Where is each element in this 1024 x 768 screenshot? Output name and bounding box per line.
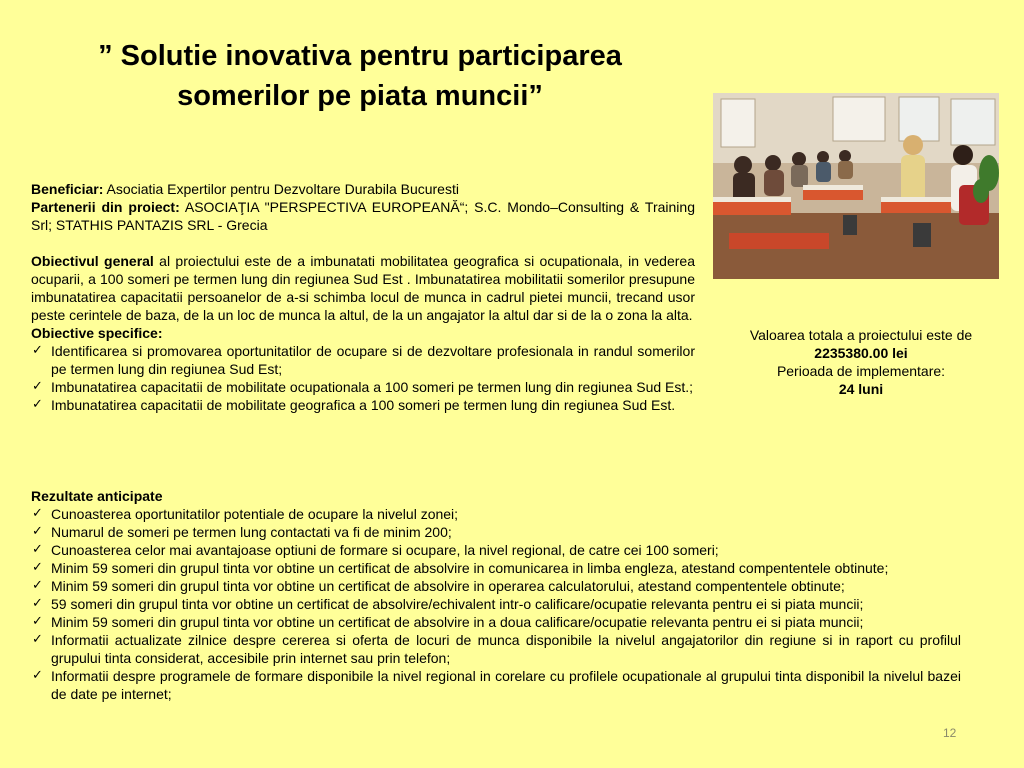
list-item: ✓ Numarul de someri pe termen lung contactati va fi de minim 200; bbox=[31, 523, 961, 541]
project-description bbox=[31, 180, 695, 414]
list-item: ✓ Minim 59 someri din grupul tinta vor obtine un certificat de absolvire in operarea calculatorului, atestand compententele obtinute; bbox=[31, 577, 961, 595]
title-line-1: ” Solutie inovativa pentru participarea bbox=[98, 40, 622, 72]
partners-label: Partenerii din proiect: bbox=[31, 199, 180, 215]
beneficiary-label: Beneficiar: bbox=[31, 181, 104, 197]
general-objective bbox=[31, 252, 695, 324]
results-heading: Rezultate anticipate bbox=[31, 488, 163, 504]
list-item: ✓ Cunoasterea oportunitatilor potentiale de ocupare la nivelul zonei; bbox=[31, 505, 961, 523]
period-label: Perioada de implementare: bbox=[776, 363, 946, 379]
page-number: 12 bbox=[943, 726, 957, 740]
value-amount: 2235380.00 lei bbox=[814, 345, 908, 361]
title-line-2: somerilor pe piata muncii” bbox=[177, 80, 543, 112]
spacer bbox=[31, 234, 695, 252]
list-item: ✓ Informatii actualizate zilnice despre cererea si oferta de locuri de munca disponibile la nivelul angajatorilor din regiune si in raport cu profilul grupului tinta considerat, accesibile prin internet sau prin telefon; bbox=[31, 631, 961, 667]
general-objective-label: Obiectivul general bbox=[31, 253, 154, 269]
general-objective-text: al proiectului este de a imbunatati mobilitatea geografica si ocupationala, in vederea ocuparii, a 100 someri pe termen lung din regiunea Sud Est . Imbunatatirea mobilitatii somerilor presupune imbunatatirea capacitatii persoanelor de a-si schimba locul de munca in cadrul pietei muncii, trecand usor peste cerintele de baza, de la un loc de munca la altul, de la un angajator la altul dar si de la o zona la alta. bbox=[31, 253, 695, 323]
partners-value: ASOCIAŢIA "PERSPECTIVA EUROPEANĂ“; S.C. Mondo–Consulting & Training Srl; STATHIS PANTAZIS SRL - Grecia bbox=[31, 199, 695, 233]
beneficiary-value: Asociatia Expertilor pentru Dezvoltare Durabila Bucuresti bbox=[103, 181, 459, 197]
specific-objectives-list bbox=[31, 342, 695, 414]
classroom-photo bbox=[713, 93, 999, 279]
list-item: ✓ Informatii despre programele de formare disponibile la nivel regional in corelare cu profilele ocupationale al grupului tinta disponibil la nivelul bazei de date pe internet; bbox=[31, 667, 961, 703]
results-section bbox=[31, 487, 961, 703]
list-item: ✓ 59 someri din grupul tinta vor obtine un certificat de absolvire/echivalent intr-o calificare/ocupatie relevanta pentru ei si piata muncii; bbox=[31, 595, 961, 613]
value-label: Valoarea totala a proiectului este de bbox=[749, 327, 973, 343]
project-info bbox=[716, 326, 1006, 398]
list-item: ✓ Imbunatatirea capacitatii de mobilitate ocupationala a 100 someri pe termen lung din regiunea Sud Est.; bbox=[31, 378, 695, 396]
list-item: ✓ Identificarea si promovarea oportunitatilor de ocupare si de dezvoltare profesionala in randul somerilor pe termen lung din regiunea Sud Est; bbox=[31, 342, 695, 378]
list-item: ✓ Cunoasterea celor mai avantajoase optiuni de formare si ocupare, la nivel regional, de catre cei 100 someri; bbox=[31, 541, 961, 559]
beneficiary-line bbox=[31, 180, 695, 198]
specific-objectives-heading: Obiective specifice: bbox=[31, 325, 163, 341]
period-value: 24 luni bbox=[838, 381, 884, 397]
list-item: ✓ Imbunatatirea capacitatii de mobilitate geografica a 100 someri pe termen lung din regiunea Sud Est. bbox=[31, 396, 695, 414]
partners-line bbox=[31, 198, 695, 234]
results-list bbox=[31, 505, 961, 703]
slide-title bbox=[20, 36, 700, 116]
list-item: ✓ Minim 59 someri din grupul tinta vor obtine un certificat de absolvire in comunicarea in limba engleza, atestand compententele obtinute; bbox=[31, 559, 961, 577]
list-item: ✓ Minim 59 someri din grupul tinta vor obtine un certificat de absolvire in a doua calificare/ocupatie relevanta pentru ei si piata muncii; bbox=[31, 613, 961, 631]
